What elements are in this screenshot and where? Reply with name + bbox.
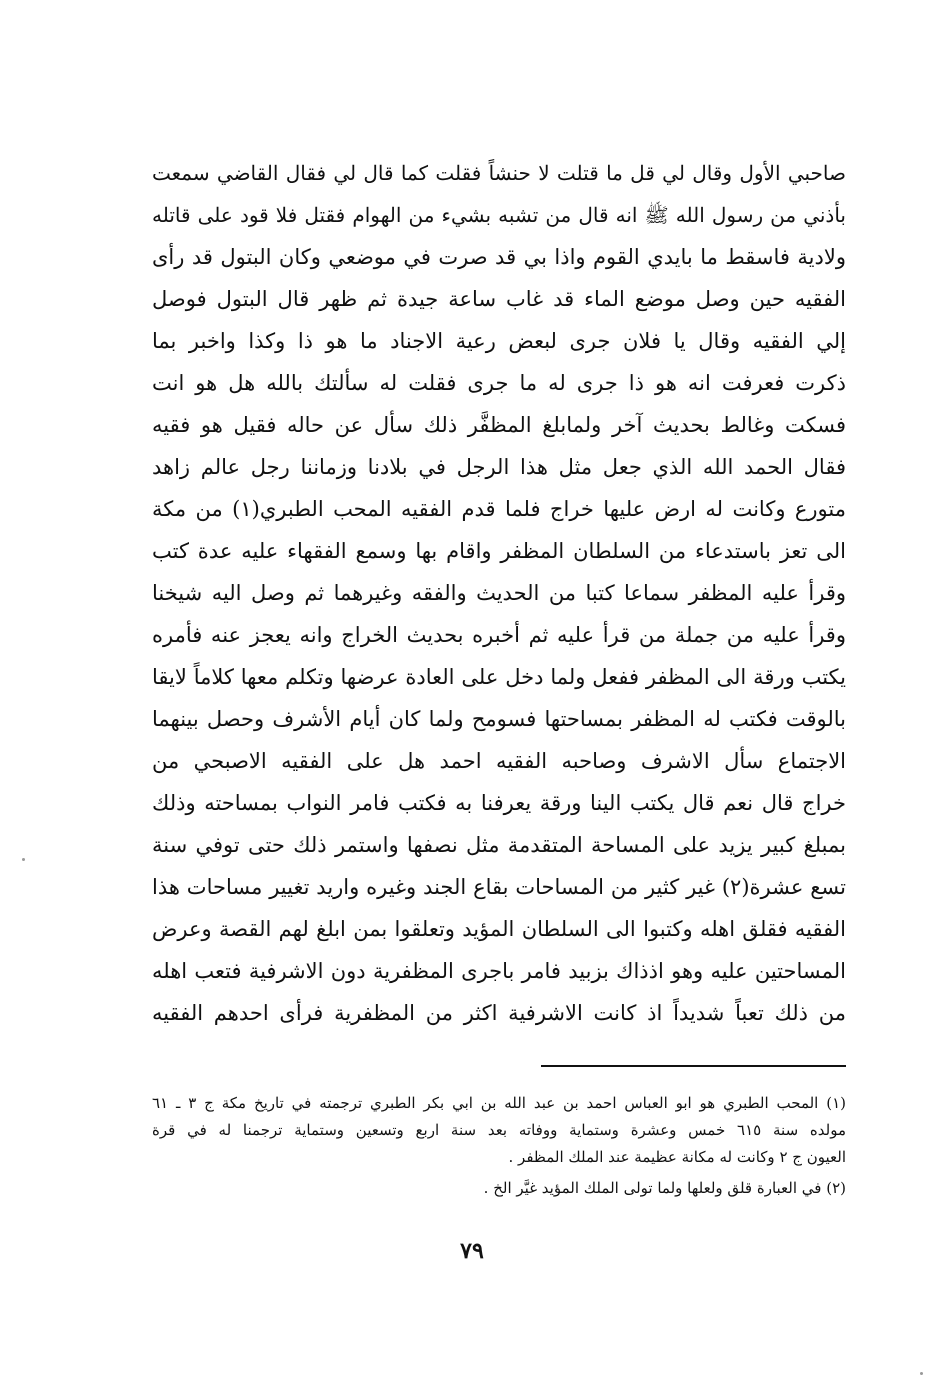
scan-speck [22,858,25,861]
text-line: من ذلك تعباً شديداً اذ كانت الاشرفية اكثر من المظفرية فرأى احدهم الفقيه [152,1001,846,1025]
text-line: يكتب ورقة الى المظفر ففعل ولما دخل على العادة عرضها وتكلم معها كلاماً لايقا [152,665,846,689]
main-text-block [152,152,846,1034]
text-line: تسع عشرة(٢) غير كثير من المساحات بقاع الجند وغيره واريد تغيير مساحات هذا [152,875,846,899]
text-line: فقال الحمد الله الذي جعل مثل هذا الرجل في بلادنا وزماننا رجل عالم زاهد [152,455,846,479]
text-line: بمبلغ كبير يزيد على المساحة المتقدمة مثل نصفها واستمر ذلك حتى توفي سنة [152,833,846,857]
footnote-separator [541,1065,846,1067]
text-line: ولادية فاسقط ما بايدي القوم واذا بي قد صرت في موضعي وكان البتول قد رأى [152,245,846,269]
footnote-1-line: (١) المحب الطبري هو ابو العباس احمد بن عبد الله بن ابي بكر الطبري ترجمته في تاريخ مكة ج ٣ ـ ٦١ [152,1094,846,1112]
text-line: وقرأ عليه المظفر سماعا كتبا من الحديث والفقه وغيرهما ثم وصل اليه شيخنا [152,581,846,605]
text-line: ذكرت فعرفت انه هو ذا جرى له ما جرى فقلت له سألتك بالله هل هو انت [152,371,846,395]
footnotes-block [152,1090,846,1202]
text-line: بأذني من رسول الله ﷺ انه قال من تشبه بشيء من الهوام فقتل فلا قود على قاتله [152,203,846,227]
page-number: ٧٩ [460,1238,484,1264]
text-line: الاجتماع سأل الاشرف وصاحبه الفقيه احمد هل على الفقيه الاصبحي من [152,749,846,773]
footnote-1-line: مولده سنة ٦١٥ خمس وعشرة وستماية ووفاته بعد سنة اربع وتسعين وستماية ترجمنا له في قرة [152,1121,846,1139]
text-line: متورع وكانت له ارض عليها خراج فلما قدم الفقيه المحب الطبري(١) من مكة [152,497,846,521]
scan-speck [920,1372,923,1375]
text-line: صاحبي الأول وقال لي قل ما قتلت لا حنشاً فقلت كما قال لي فقال القاضي سمعت [152,161,846,185]
text-line: بالوقت فكتب له المظفر بمساحتها فسومح ولما كان أيام الأشرف وحصل بينهما [152,707,846,731]
text-line: إلي الفقيه وقال يا فلان جرى لبعض رعية الاجناد ما هو ذا وكذا واخبر بما [152,329,846,353]
text-line: الفقيه حين وصل موضع الماء قد غاب ساعة جيدة ثم ظهر قال البتول فوصل [152,287,846,311]
text-line: خراج قال نعم قال يكتب الينا ورقة يعرفنا به فكتب فامر النواب بمساحته وذلك [152,791,846,815]
text-line: فسكت وغالط بحديث آخر ولمابلغ المظفَّر ذلك سأل عن حاله فقيل هو فقيه [152,413,846,437]
text-line: المساحتين عليه وهو اذذاك بزبيد فامر باجرى المظفرية دون الاشرفية فتعب اهله [152,959,846,983]
text-line: الى تعز باستدعاء من السلطان المظفر واقام بها وسمع الفقهاء عليه عدة كتب [152,539,846,563]
text-line: وقرأ عليه من جملة من قرأ عليه ثم أخبره بحديث الخراج وانه يعجز عنه فأمره [152,623,846,647]
text-line: الفقيه فقلق اهله وكتبوا الى السلطان المؤيد وتعلقوا بمن ابلغ لهم القصة وعرض [152,917,846,941]
footnote-2-line: (٢) في العبارة قلق ولعلها ولما تولى الملك المؤيد غيَّر الخ . [483,1179,846,1197]
footnote-1-line: العيون ج ٢ وكانت له مكانة عظيمة عند الملك المظفر . [508,1148,846,1166]
